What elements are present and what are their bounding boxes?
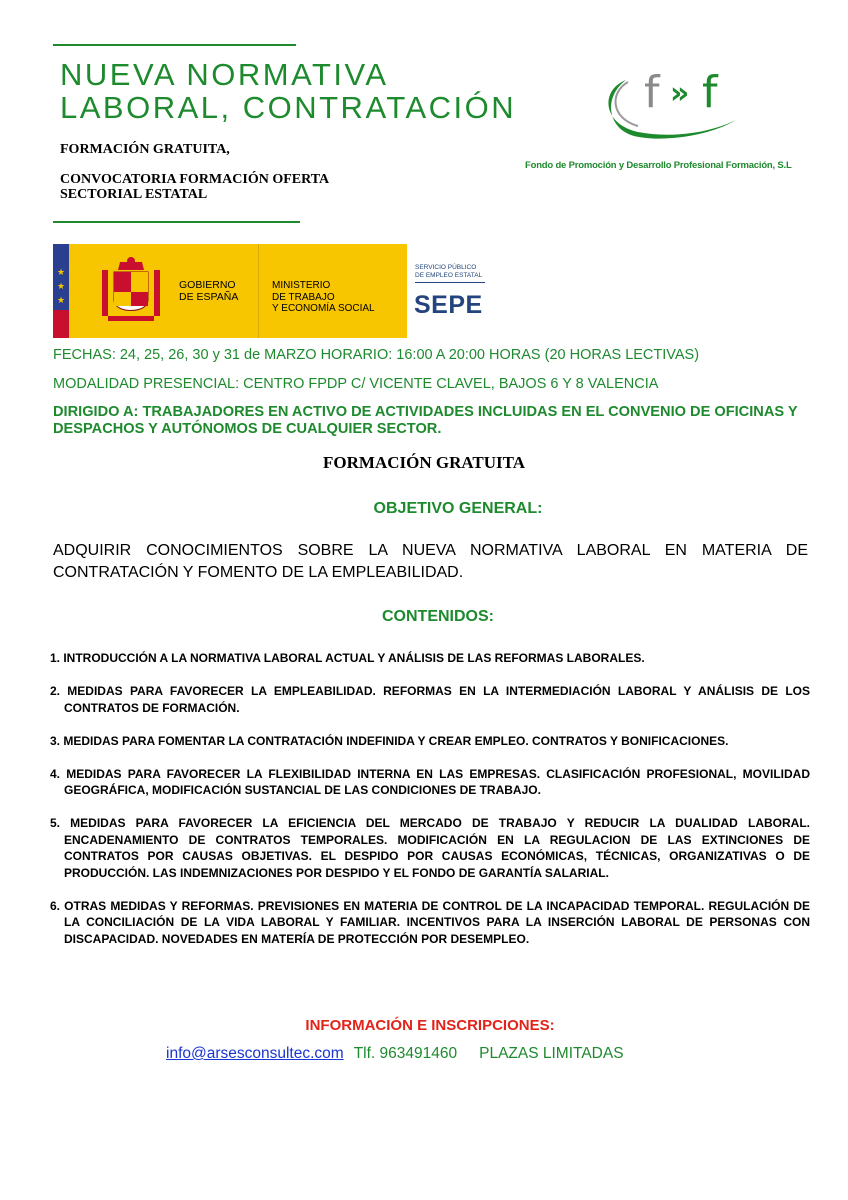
title-line-1: NUEVA NORMATIVA	[60, 57, 389, 92]
subtitle-convocatoria-line1: CONVOCATORIA FORMACIÓN OFERTA	[60, 172, 330, 187]
star-icon: ★	[57, 295, 66, 305]
objetivo-text: ADQUIRIR CONOCIMIENTOS SOBRE LA NUEVA NORMATIVA LABORAL EN MATERIA DE CONTRATACIÓN Y FOMENTO DE LA EMPLEABILIDAD.	[53, 542, 808, 581]
list-item: 4. MEDIDAS PARA FAVORECER LA FLEXIBILIDAD INTERNA EN LAS EMPRESAS. CLASIFICACIÓN PROFESIONAL, MOVILIDAD GEOGRÁFICA, MODIFICACIÓN SUSTANCIAL DE LAS CONDICIONES DE TRABAJO.	[50, 766, 810, 797]
list-item: 2. MEDIDAS PARA FAVORECER LA EMPLEABILIDAD. REFORMAS EN LA INTERMEDIACIÓN LABORAL Y ANÁLISIS DE LOS CONTRATOS DE FORMACIÓN.	[50, 684, 810, 715]
logo-arrows: »	[670, 76, 690, 111]
logo-letter-right: f	[702, 67, 718, 118]
formacion-gratuita-heading: FORMACIÓN GRATUITA	[323, 453, 525, 472]
contact-line	[166, 1045, 624, 1063]
eu-flag-icon	[53, 244, 69, 310]
fechas-horario: FECHAS: 24, 25, 26, 30 y 31 de MARZO HORARIO: 16:00 A 20:00 HORAS (20 HORAS LECTIVAS)	[53, 347, 700, 363]
list-item: 1. INTRODUCCIÓN A LA NORMATIVA LABORAL ACTUAL Y ANÁLISIS DE LAS REFORMAS LABORALES.	[50, 651, 645, 665]
star-icon: ★	[57, 267, 66, 277]
list-item: 3. MEDIDAS PARA FOMENTAR LA CONTRATACIÓN INDEFINIDA Y CREAR EMPLEO. CONTRATOS Y BONIFICACIONES.	[50, 733, 729, 748]
list-item: 6. OTRAS MEDIDAS Y REFORMAS. PREVISIONES EN MATERIA DE CONTROL DE LA INCAPACIDAD TEMPORAL. REGULACIÓN DE LA CONCILIACIÓN DE LA VIDA LABORAL Y FAMILIAR. INCENTIVOS PARA LA INSERCIÓN LABORAL DE PERSONAS CON DISCAPACIDAD. NOVEDADES EN MATERÍA DE PROTECCIÓN POR DESEMPLEO.	[50, 898, 810, 946]
dirigido-a: DIRIGIDO A: TRABAJADORES EN ACTIVO DE ACTIVIDADES INCLUIDAS EN EL CONVENIO DE OFICINAS Y DESPACHOS Y AUTÓNOMOS DE CUALQUIER SECTOR.	[53, 404, 798, 437]
contenidos-heading: CONTENIDOS:	[382, 608, 494, 625]
telefono: Tlf. 963491460	[353, 1045, 458, 1062]
fpdp-logo	[598, 68, 758, 158]
subtitle-convocatoria-line2: SECTORIAL ESTATAL	[60, 187, 208, 202]
coat-of-arms-icon	[98, 256, 164, 328]
ministerio-label: MINISTERIO DE TRABAJO Y ECONOMÍA SOCIAL	[272, 280, 375, 314]
logo-letter-left: f	[644, 67, 660, 118]
plazas-limitadas: PLAZAS LIMITADAS	[479, 1045, 624, 1062]
gobierno-banner	[53, 244, 494, 338]
info-heading: INFORMACIÓN E INSCRIPCIONES:	[305, 1017, 555, 1034]
sepe-logo	[407, 244, 494, 338]
contenidos-list	[50, 650, 810, 964]
gobierno-de-espana-label: GOBIERNO DE ESPAÑA	[179, 279, 239, 303]
sepe-wordmark: SEPE	[414, 291, 483, 319]
title-line-2: LABORAL, CONTRATACIÓN	[60, 90, 517, 125]
list-item: 5. MEDIDAS PARA FAVORECER LA EFICIENCIA DEL MERCADO DE TRABAJO Y REDUCIR LA DUALIDAD LABORAL. ENCADENAMIENTO DE CONTRATOS TEMPORALES. MODIFICACIÓN EN LA REGULACION DE LAS EXTINCIONES DE CONTRATOS POR CAUSAS OBJETIVAS. EL DESPIDO POR CAUSAS ECONÓMICAS, TÉCNICAS, ORGANIZATIVAS O DE PRODUCCIÓN. LAS INDEMNIZACIONES POR DESPIDO Y EL FONDO DE GARANTÍA SALARIAL.	[50, 816, 810, 880]
top-rule	[53, 44, 296, 46]
sepe-small-label: SERVICIO PÚBLICO DE EMPLEO ESTATAL	[415, 264, 483, 279]
subtitle-formacion: FORMACIÓN GRATUITA,	[60, 142, 230, 157]
star-icon: ★	[57, 281, 66, 291]
eu-flag-strip	[53, 244, 69, 338]
subtitle-convocatoria	[60, 172, 329, 202]
objetivo-heading: OBJETIVO GENERAL:	[373, 500, 543, 517]
divider-rule	[53, 221, 300, 223]
modalidad: MODALIDAD PRESENCIAL: CENTRO FPDP C/ VICENTE CLAVEL, BAJOS 6 Y 8 VALENCIA	[53, 376, 659, 392]
email-link[interactable]: info@arsesconsultec.com	[166, 1045, 344, 1062]
page-title	[60, 58, 516, 124]
logo-caption: Fondo de Promoción y Desarrollo Profesional Formación, S.L	[525, 160, 792, 171]
